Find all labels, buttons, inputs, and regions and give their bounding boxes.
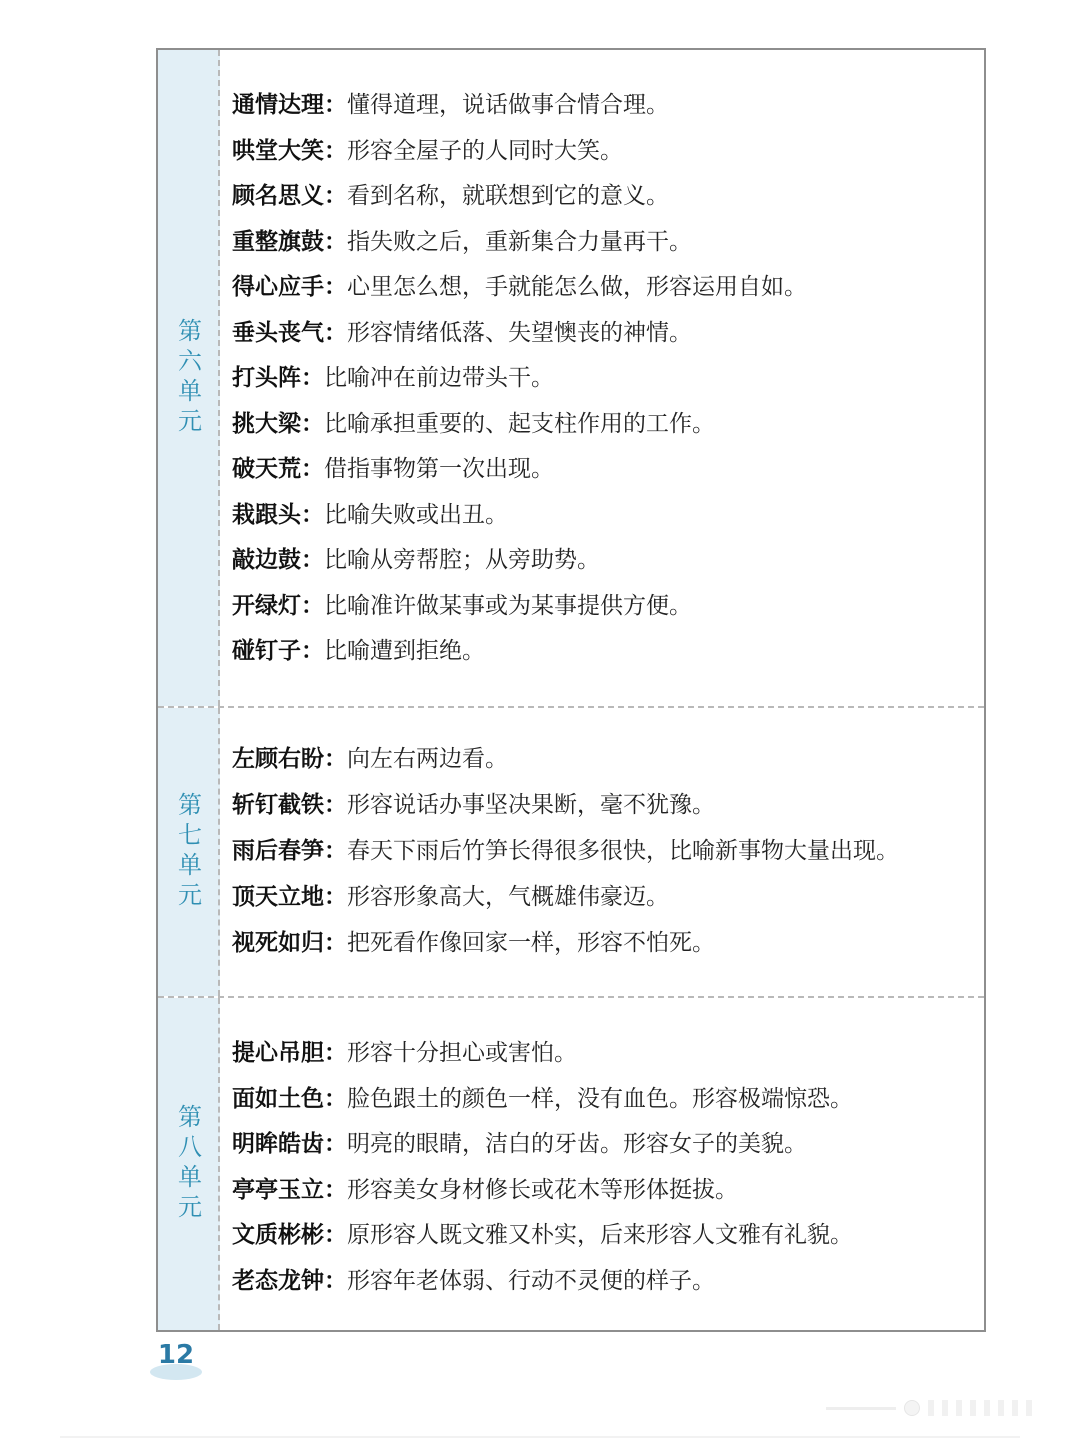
entry-definition: 形容说话办事坚决果断，毫不犹豫。	[347, 792, 715, 818]
entry-definition: 脸色跟土的颜色一样，没有血色。形容极端惊恐。	[347, 1086, 853, 1112]
bottom-rule	[60, 1436, 1020, 1438]
entry-term: 碰钉子	[232, 637, 301, 664]
entry-definition: 懂得道理，说话做事合情合理。	[347, 92, 669, 118]
footer-line	[826, 1407, 896, 1410]
footer-tick	[1026, 1400, 1032, 1416]
unit-section-8	[158, 998, 984, 1330]
page-number: 12	[157, 1340, 195, 1370]
entry-item	[232, 90, 669, 120]
unit-label: 第六单元	[173, 318, 202, 438]
entry-term: 面如土色	[232, 1085, 324, 1112]
entry-colon: ：	[324, 228, 347, 255]
entry-term: 顾名思义	[232, 182, 324, 209]
entry-item	[232, 454, 554, 484]
entry-colon: ：	[324, 319, 347, 346]
entry-colon: ：	[324, 1130, 347, 1157]
entry-item	[232, 318, 692, 348]
unit-label-column	[158, 50, 220, 706]
entry-colon: ：	[301, 410, 324, 437]
footer-tick	[942, 1400, 948, 1416]
entry-definition: 比喻遭到拒绝。	[324, 638, 485, 664]
entry-item	[232, 928, 715, 958]
entry-item	[232, 409, 715, 439]
entry-colon: ：	[324, 1085, 347, 1112]
unit-label-column	[158, 998, 220, 1330]
footer-tick	[984, 1400, 990, 1416]
entry-item	[232, 1266, 715, 1296]
entry-colon: ：	[324, 883, 347, 910]
entry-term: 顶天立地	[232, 883, 324, 910]
footer-tick	[970, 1400, 976, 1416]
entry-colon: ：	[301, 455, 324, 482]
entry-definition: 向左右两边看。	[347, 746, 508, 772]
entry-item	[232, 1220, 853, 1250]
entry-definition: 心里怎么想，手就能怎么做，形容运用自如。	[347, 274, 807, 300]
unit-label: 第八单元	[173, 1104, 202, 1224]
idiom-table	[156, 48, 986, 1332]
entry-item	[232, 1084, 853, 1114]
faint-footer-toolbar	[826, 1399, 1056, 1417]
entry-colon: ：	[324, 91, 347, 118]
entry-item	[232, 591, 692, 621]
entry-item	[232, 181, 669, 211]
entry-item	[232, 500, 508, 530]
page-number-badge	[150, 1340, 204, 1384]
entry-colon: ：	[324, 137, 347, 164]
entry-term: 开绿灯	[232, 592, 301, 619]
entry-colon: ：	[301, 364, 324, 391]
footer-circle-icon	[904, 1400, 920, 1416]
entry-item	[232, 1129, 807, 1159]
entry-definition: 原形容人既文雅又朴实，后来形容人文雅有礼貌。	[347, 1222, 853, 1248]
entry-definition: 比喻准许做某事或为某事提供方便。	[324, 593, 692, 619]
entry-definition: 形容情绪低落、失望懊丧的神情。	[347, 320, 692, 346]
entry-definition: 看到名称，就联想到它的意义。	[347, 183, 669, 209]
entry-colon: ：	[324, 1176, 347, 1203]
entry-definition: 形容形象高大，气概雄伟豪迈。	[347, 884, 669, 910]
entry-colon: ：	[301, 637, 324, 664]
entry-item	[232, 744, 508, 774]
entry-term: 打头阵	[232, 364, 301, 391]
entry-colon: ：	[301, 592, 324, 619]
entry-definition: 春天下雨后竹笋长得很多很快，比喻新事物大量出现。	[347, 838, 899, 864]
entry-colon: ：	[324, 182, 347, 209]
entry-term: 栽跟头	[232, 501, 301, 528]
entry-term: 重整旗鼓	[232, 228, 324, 255]
entry-term: 提心吊胆	[232, 1039, 324, 1066]
entry-definition: 形容美女身材修长或花木等形体挺拔。	[347, 1177, 738, 1203]
entry-term: 雨后春笋	[232, 837, 324, 864]
entry-item	[232, 790, 715, 820]
entry-item	[232, 1175, 738, 1205]
entry-item	[232, 136, 623, 166]
footer-tick	[928, 1400, 934, 1416]
entry-colon: ：	[324, 837, 347, 864]
entry-colon: ：	[301, 546, 324, 573]
entry-colon: ：	[324, 1039, 347, 1066]
entry-term: 哄堂大笑	[232, 137, 324, 164]
entry-term: 斩钉截铁	[232, 791, 324, 818]
entry-definition: 形容全屋子的人同时大笑。	[347, 138, 623, 164]
entry-item	[232, 636, 485, 666]
entry-term: 破天荒	[232, 455, 301, 482]
entry-definition: 形容十分担心或害怕。	[347, 1040, 577, 1066]
entry-colon: ：	[324, 929, 347, 956]
entry-definition: 指失败之后，重新集合力量再干。	[347, 229, 692, 255]
entry-colon: ：	[301, 501, 324, 528]
entry-term: 左顾右盼	[232, 745, 324, 772]
entry-term: 视死如归	[232, 929, 324, 956]
unit-section-7	[158, 708, 984, 996]
entry-term: 文质彬彬	[232, 1221, 324, 1248]
unit-label-column	[158, 708, 220, 996]
entry-definition: 借指事物第一次出现。	[324, 456, 554, 482]
footer-tick	[998, 1400, 1004, 1416]
entry-colon: ：	[324, 1221, 347, 1248]
footer-tick	[956, 1400, 962, 1416]
entry-definition: 明亮的眼睛，洁白的牙齿。形容女子的美貌。	[347, 1131, 807, 1157]
footer-tick	[1012, 1400, 1018, 1416]
entry-definition: 比喻从旁帮腔；从旁助势。	[324, 547, 600, 573]
entry-term: 挑大梁	[232, 410, 301, 437]
entry-item	[232, 227, 692, 257]
entry-definition: 比喻冲在前边带头干。	[324, 365, 554, 391]
entry-term: 亭亭玉立	[232, 1176, 324, 1203]
entry-colon: ：	[324, 791, 347, 818]
unit-section-6	[158, 50, 984, 706]
entry-definition: 比喻失败或出丑。	[324, 502, 508, 528]
entry-item	[232, 836, 899, 866]
entry-colon: ：	[324, 745, 347, 772]
entry-term: 老态龙钟	[232, 1267, 324, 1294]
entry-colon: ：	[324, 273, 347, 300]
entry-definition: 形容年老体弱、行动不灵便的样子。	[347, 1268, 715, 1294]
unit-label: 第七单元	[173, 792, 202, 912]
entry-item	[232, 545, 600, 575]
entry-term: 得心应手	[232, 273, 324, 300]
entry-term: 垂头丧气	[232, 319, 324, 346]
entry-item	[232, 272, 807, 302]
entry-definition: 把死看作像回家一样，形容不怕死。	[347, 930, 715, 956]
entry-item	[232, 363, 554, 393]
entry-colon: ：	[324, 1267, 347, 1294]
entry-definition: 比喻承担重要的、起支柱作用的工作。	[324, 411, 715, 437]
entry-term: 明眸皓齿	[232, 1130, 324, 1157]
entry-item	[232, 1038, 577, 1068]
entry-term: 敲边鼓	[232, 546, 301, 573]
entry-term: 通情达理	[232, 91, 324, 118]
entry-item	[232, 882, 669, 912]
